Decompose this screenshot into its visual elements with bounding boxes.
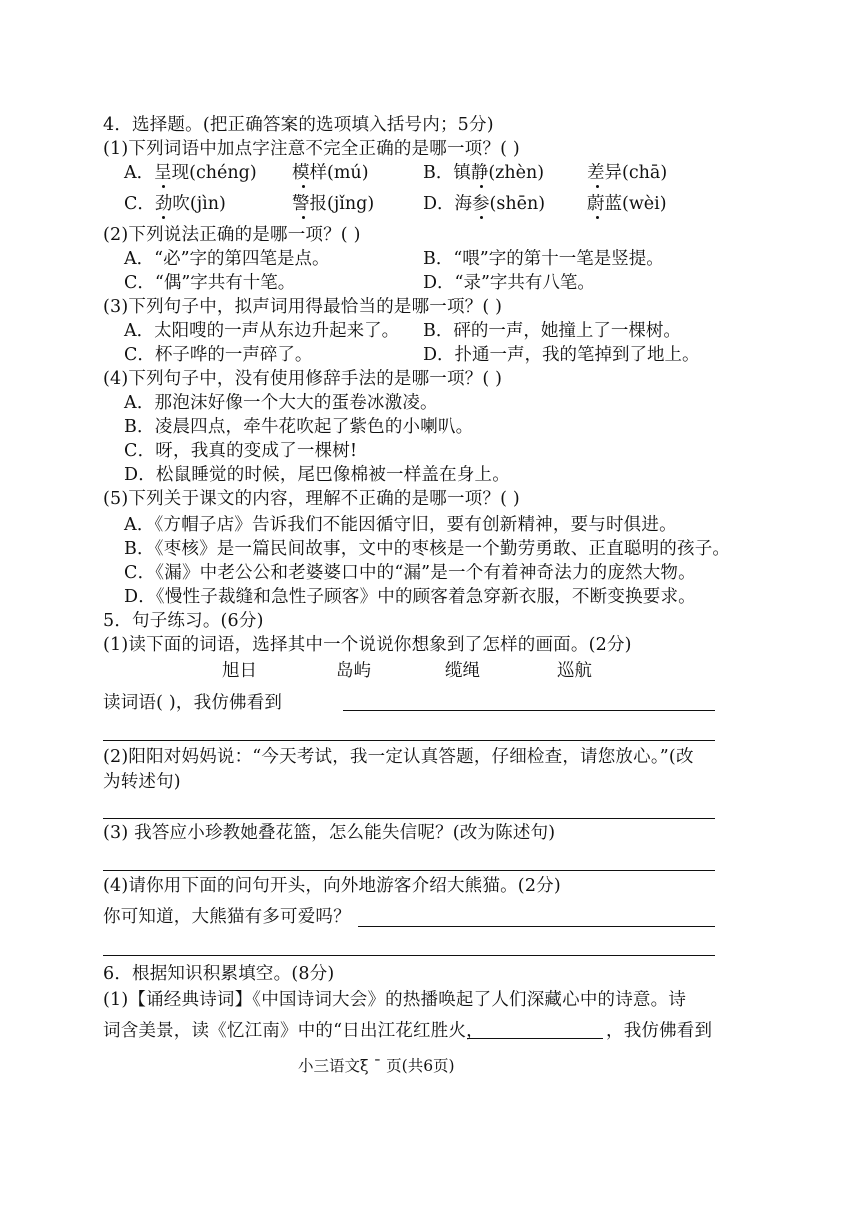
q5-1-answer-prefix: 读词语( )，我仿佛看到 [103,693,283,713]
q4-4-option-b: B．凌晨四点，牵牛花吹起了紫色的小喇叭。 [124,417,474,437]
emphasis-dot [480,216,483,219]
q4-5-option-d: D．《慢性子裁缝和急性子顾客》中的顾客着急穿新衣服，不断变换要求。 [124,587,696,607]
emphasis-dot [302,185,305,188]
q4-1-stem: (1)下列词语中加点字注意不完全正确的是哪一项？( ) [103,139,520,159]
q4-4-stem: (4)下列句子中，没有使用修辞手法的是哪一项？( ) [103,369,503,389]
emphasis-dot [480,185,483,188]
q5-4-answer-line-2[interactable] [103,955,715,956]
q6-1-blank[interactable] [467,1038,603,1039]
q4-1-option-a2: 模样(mú) [292,163,369,183]
q5-heading: 5．句子练习。(6分) [103,611,264,631]
q4-1-option-c1: C．劲吹(jìn) [124,194,226,214]
q5-1-word-2: 岛屿 [336,661,371,681]
q6-1-line2-a: 词含美景，读《忆江南》中的“日出江花红胜火， [103,1021,484,1041]
q5-1-stem: (1)读下面的词语，选择其中一个说说你想象到了怎样的画面。(2分) [103,635,632,655]
emphasis-dot [162,185,165,188]
q4-2-option-c: C．“偶”字共有十笔。 [124,273,296,293]
q4-5-option-c: C．《漏》中老公公和老婆婆口中的“漏”是一个有着神奇法力的庞然大物。 [124,563,696,583]
q4-5-option-a: A．《方帽子店》告诉我们不能因循守旧，要有创新精神，要与时俱进。 [124,515,677,535]
q6-1-line2-b: ，我仿佛看到 [606,1021,713,1041]
q4-2-stem: (2)下列说法正确的是哪一项？( ) [103,225,361,245]
q5-2-line2: 为转述句) [103,772,181,792]
q4-3-option-d: D．扑通一声，我的笔掉到了地上。 [423,345,700,365]
emphasis-dot [302,216,305,219]
emphasis-dot [596,216,599,219]
q4-4-option-d: D．松鼠睡觉的时候，尾巴像棉被一样盖在身上。 [124,465,510,485]
q5-2-answer-line[interactable] [103,818,715,819]
q5-1-answer-line[interactable] [343,710,715,711]
q5-4-answer-line[interactable] [358,926,715,927]
q5-3-stem: (3) 我答应小珍教她叠花篮，怎么能失信呢？(改为陈述句) [103,823,556,843]
q4-5-option-b: B．《枣核》是一篇民间故事，文中的枣核是一个勤劳勇敢、正直聪明的孩子。 [124,539,731,559]
q4-2-option-d: D．“录”字共有八笔。 [423,273,595,293]
q5-4-prompt: 你可知道，大熊猫有多可爱吗？ [103,907,351,927]
q4-1-option-b2: 差异(chā) [587,163,668,183]
q6-1-line1: (1)【诵经典诗词】《中国诗词大会》的热播唤起了人们深藏心中的诗意。诗 [103,990,687,1010]
q4-2-option-b: B．“喂”字的第十一笔是竖提。 [423,249,664,269]
page-footer: 小三语文ξ ˉ 页(共6页) [298,1057,455,1075]
q5-1-word-4: 巡航 [557,661,592,681]
q4-4-option-c: C．呀，我真的变成了一棵树! [124,441,358,461]
q4-3-option-c: C．杯子哗的一声碎了。 [124,345,313,365]
q5-1-word-3: 缆绳 [445,661,480,681]
q4-1-option-d1: D．海参(shēn) [423,194,546,214]
q5-1-answer-line-2[interactable] [103,740,715,741]
q4-heading: 4．选择题。(把正确答案的选项填入括号内；5分) [103,115,494,135]
emphasis-dot [162,216,165,219]
q4-1-option-d2: 蔚蓝(wèi) [587,194,667,214]
q4-3-stem: (3)下列句子中，拟声词用得最恰当的是哪一项？( ) [103,297,503,317]
q4-3-option-a: A．太阳嗖的一声从东边升起来了。 [124,321,400,341]
q5-4-stem: (4)请你用下面的问句开头，向外地游客介绍大熊猫。(2分) [103,876,561,896]
q4-1-option-b1: B．镇静(zhèn) [423,163,545,183]
q5-1-word-1: 旭日 [222,661,257,681]
emphasis-dot [596,185,599,188]
q5-3-answer-line[interactable] [103,870,715,871]
q5-2-line1: (2)阳阳对妈妈说：“今天考试，我一定认真答题，仔细检查，请您放心。”(改 [103,747,694,767]
q4-1-option-a1: A．呈现(chéng) [124,163,257,183]
q4-2-option-a: A．“必”字的第四笔是点。 [124,249,330,269]
q4-4-option-a: A．那泡沫好像一个大大的蛋卷冰激凌。 [124,393,438,413]
q4-3-option-b: B．砰的一声，她撞上了一棵树。 [423,321,681,341]
q4-5-stem: (5)下列关于课文的内容，理解不正确的是哪一项？( ) [103,489,520,509]
q4-1-option-c2: 警报(jǐng) [292,194,375,214]
q6-heading: 6．根据知识积累填空。(8分) [103,964,335,984]
